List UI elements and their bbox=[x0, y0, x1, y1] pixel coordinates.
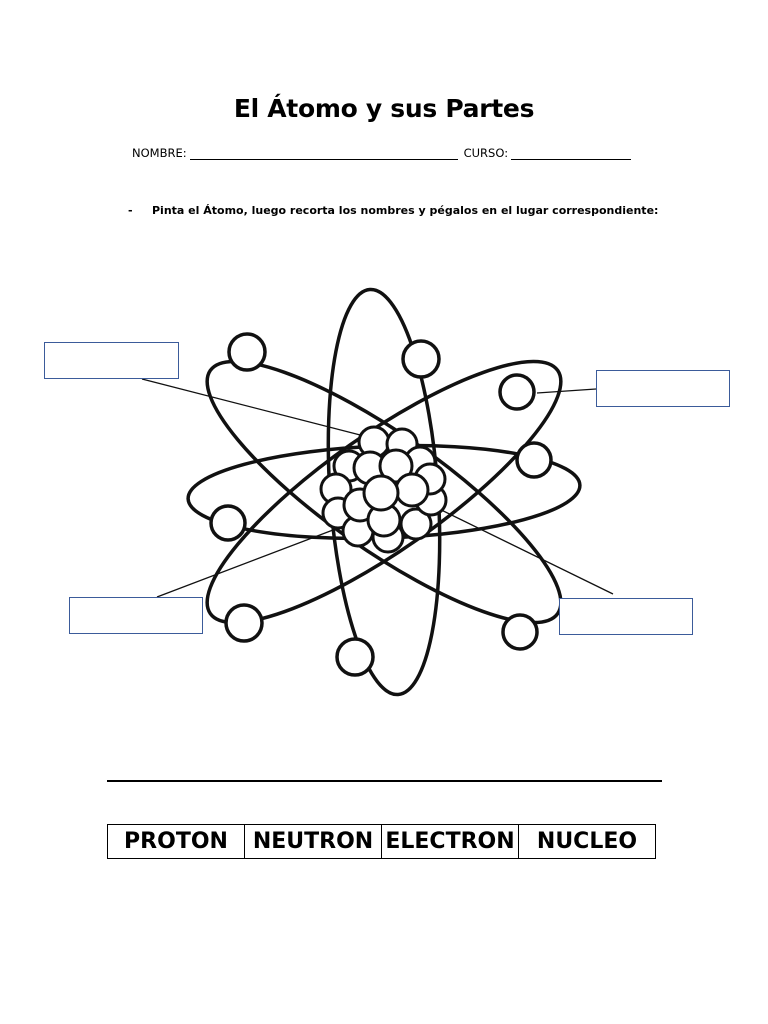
electron bbox=[226, 605, 262, 641]
word-nucleo[interactable]: NUCLEO bbox=[519, 825, 656, 859]
instruction-text: Pinta el Átomo, luego recorta los nombres y pégalos en el lugar correspondiente: bbox=[152, 204, 659, 217]
page-title: El Átomo y sus Partes bbox=[233, 94, 535, 123]
electron bbox=[500, 375, 534, 409]
electron bbox=[517, 443, 551, 477]
leader-line-top-left bbox=[142, 379, 368, 437]
curso-label: CURSO: bbox=[463, 146, 509, 160]
electron bbox=[211, 506, 245, 540]
label-box-bottom-left[interactable] bbox=[69, 597, 203, 634]
word-bank-row bbox=[108, 825, 656, 859]
cut-line bbox=[107, 780, 662, 782]
label-box-top-right[interactable] bbox=[596, 370, 730, 407]
word-bank-table bbox=[107, 824, 656, 859]
nucleon bbox=[364, 476, 398, 510]
electron bbox=[403, 341, 439, 377]
word-proton[interactable]: PROTON bbox=[108, 825, 245, 859]
word-electron[interactable]: ELECTRON bbox=[382, 825, 519, 859]
leader-line-bottom-right bbox=[425, 502, 613, 594]
label-box-bottom-right[interactable] bbox=[559, 598, 693, 635]
instruction-bullet: - bbox=[128, 204, 133, 217]
electron bbox=[337, 639, 373, 675]
electron bbox=[229, 334, 265, 370]
leader-line-bottom-left bbox=[157, 530, 333, 597]
electron bbox=[503, 615, 537, 649]
nombre-label: NOMBRE: bbox=[132, 146, 187, 160]
leader-line-top-right bbox=[537, 389, 596, 393]
label-box-top-left[interactable] bbox=[44, 342, 179, 379]
nucleon bbox=[396, 474, 428, 506]
word-neutron[interactable]: NEUTRON bbox=[245, 825, 382, 859]
